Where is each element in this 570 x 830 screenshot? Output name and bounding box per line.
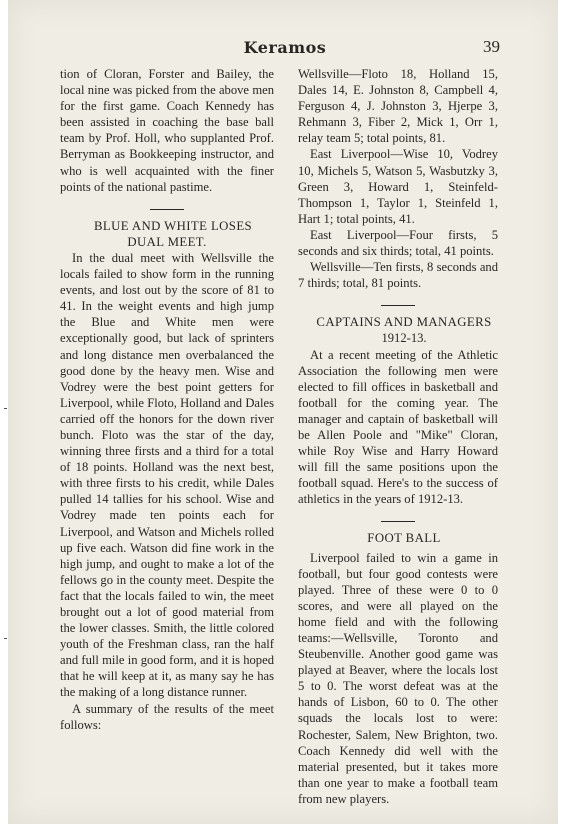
margin-mark [4,638,7,639]
scan-margin [0,0,8,830]
summary-intro-paragraph: A summary of the results of the meet follows: [60,701,274,732]
dual-meet-paragraph: In the dual meet with Wellsville the locals failed to show form in the running events, and lost out by the score of 81 to 41. In the weight events and high jump the Blue and White men were exceptionally good, but lack of sprinters and long distance men overbalanced the good done by the heavy men. Wise and Vodrey were the best point getters for Liverpool, while Floto, Holland and Dales carried off the honors for the down river bunch. Floto was the star of the day, winning three firsts and a third for a total of 18 points. Holland was the next best, with three firsts to his credit, while Dales pulled 14 tallies for his school. Wise and Vodrey made ten points each for Liverpool, and Watson and Michels rolled up five each. Watson did fine work in the high jump, and ought to make a lot of the fellows go in the county meet. Despite the fact that the locals failed to win, the meet brought out a lot of good material from the lower classes. Smith, the little colored youth of the Freshman class, ran the half and full mile in good form, and it is hoped that he will keep at it, as many say he has the making of a long distance runner. [60,250,274,700]
section-divider [150,209,184,210]
football-heading: FOOT BALL [367,531,441,546]
summary-east-liverpool: East Liverpool—Wise 10, Vodrey 10, Michels 5, Watson 5, Wasbutzky 3, Green 3, Howard 1, Steinfeld-Thompson 1, Taylor 1, Steinfeld 1, Hart 1; total points, 41. [298,147,498,226]
captains-paragraph: At a recent meeting of the Athletic Association the following men were elected to fill offices in basketball and football for the coming year. The manager and captain of basketball will be Allen Poole and "Mike" Cloran, while Roy Wise and Harry Howard will fill the same positions upon the football squad. Here's to the success of athletics in the years of 1912-13. [298,347,498,507]
margin-mark [4,408,7,409]
captains-year: 1912-13. [381,331,427,346]
section-heading-dual-meet [60,218,274,250]
section-divider [381,521,415,522]
page-header-title: Keramos [243,38,327,57]
captains-heading: CAPTAINS AND MANAGERS [316,315,492,330]
summary-wellsville: Wellsville—Floto 18, Holland 15, Dales 14, E. Johnston 8, Campbell 4, Ferguson 4, J. Johnston 3, Hjerpe 3, Rehmann 3, Fiber 2, Mick 1, Orr 1, relay team 5; total points, 81. [298,67,498,146]
football-paragraph: Liverpool failed to win a game in football, but four good contests were played. Three of these were 0 to 0 scores, and were all played on the home field and with the following teams:—Wellsville, Toronto and Steubenville. Another good game was played at Beaver, where the locals lost 5 to 0. The worst defeat was at the hands of Lisbon, 60 to 0. The other squads the locals lost to were: Rochester, Salem, New Brighton, two. Coach Kennedy did well with the material presented, but it takes more than one year to make a football team from new players. [298,550,498,806]
intro-paragraph: tion of Cloran, Forster and Bailey, the local nine was picked from the above men for the first game. Coach Kennedy has been assisted in coaching the base ball team by Prof. Holl, who supplanted Prof. Berryman as Bookkeeping instructor, and who is well acquainted with the finer points of the national pastime. [60,67,274,194]
page-number: 39 [483,37,500,56]
heading-line: DUAL MEET. [127,234,207,249]
right-column [298,66,498,807]
firsts-east-liverpool: East Liverpool—Four firsts, 5 seconds and six thirds; total, 41 points. [298,227,498,259]
section-divider [381,305,415,306]
firsts-wellsville: Wellsville—Ten firsts, 8 seconds and 7 thirds; total, 81 points. [298,260,498,291]
left-column [60,66,274,733]
heading-line: BLUE AND WHITE LOSES [93,218,253,233]
